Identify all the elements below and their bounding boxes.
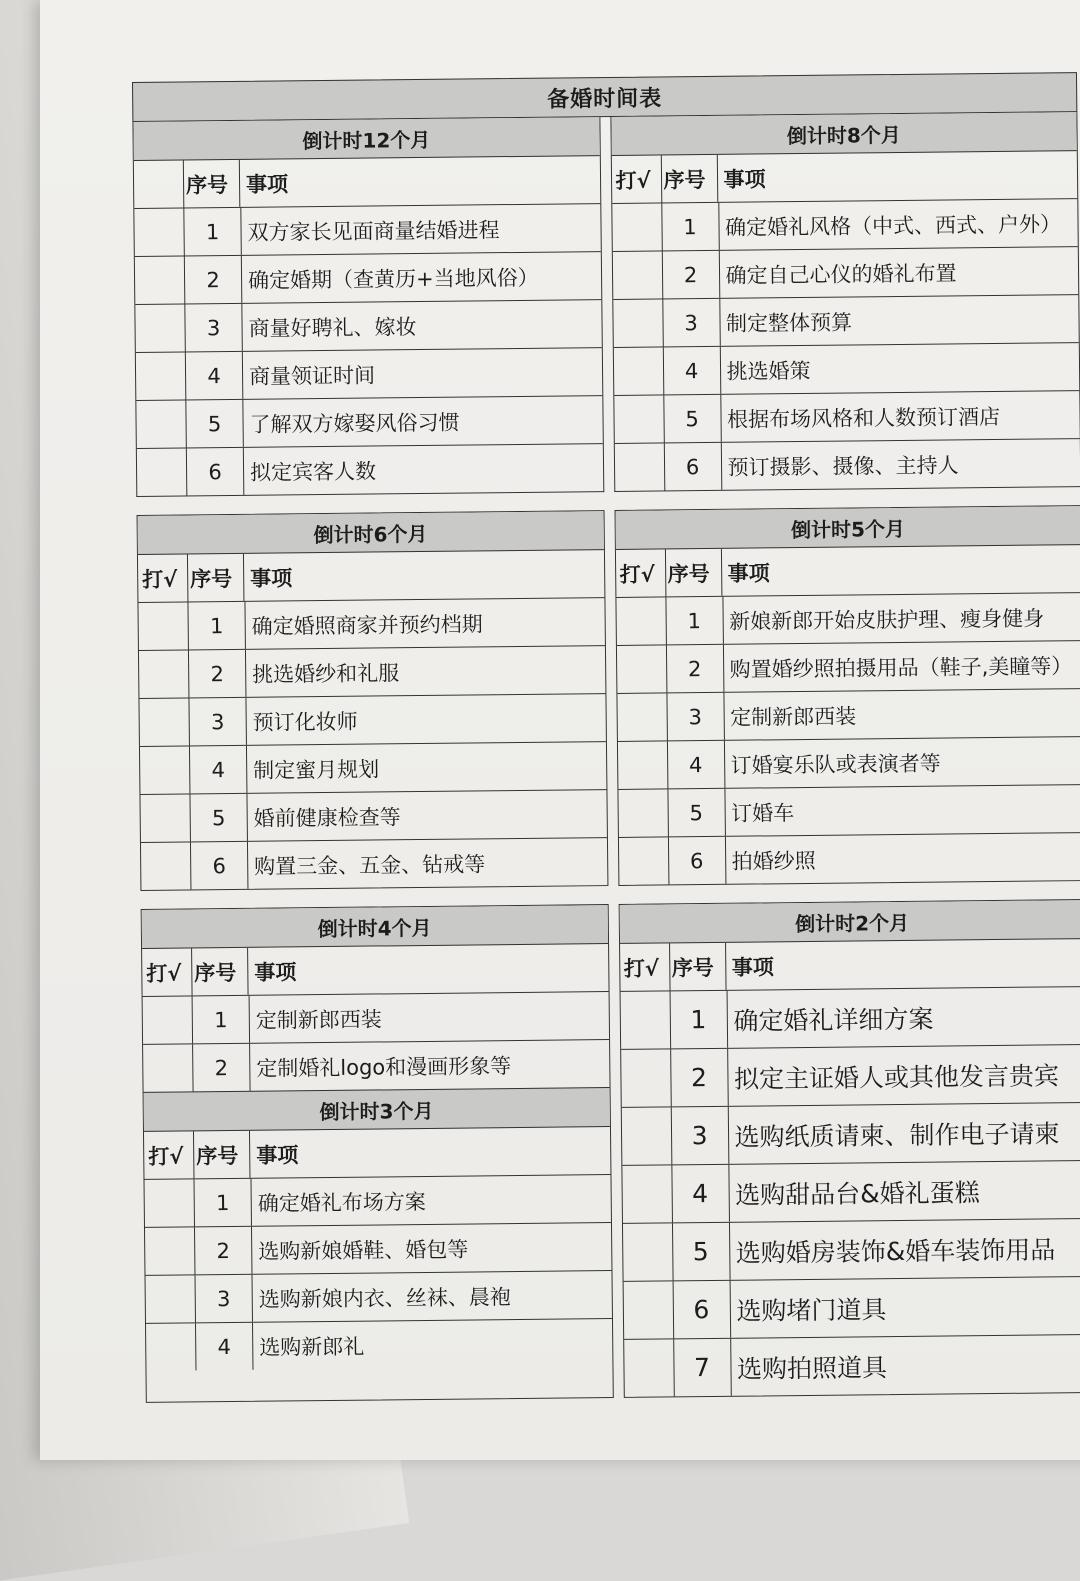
task-text: 选购堵门道具: [736, 1294, 887, 1326]
item-column-header: 事项: [727, 560, 770, 586]
row-number: 2: [666, 645, 723, 693]
check-box-cell[interactable]: [613, 299, 663, 347]
item-column-header: 事项: [254, 959, 297, 985]
table-row: [136, 396, 602, 449]
check-box-cell[interactable]: [617, 693, 667, 741]
table-row: [620, 987, 1080, 1050]
row-number: 4: [190, 746, 247, 794]
row-number: 5: [668, 789, 725, 837]
row-number: 2: [193, 1044, 250, 1092]
row-number: 6: [668, 837, 725, 885]
table-row: [621, 1045, 1080, 1108]
task-rows: [138, 598, 606, 890]
section-title: 倒计时5个月: [615, 506, 1080, 550]
number-column-header: 序号: [188, 554, 244, 602]
table-row: [623, 1277, 1080, 1340]
item-column-header: 事项: [723, 166, 766, 192]
table-row: [613, 343, 1079, 396]
table-row: [139, 646, 605, 699]
check-box-cell[interactable]: [616, 597, 666, 645]
table-row: [134, 204, 600, 257]
check-box-cell[interactable]: [622, 1165, 673, 1223]
table-row: [139, 694, 605, 747]
schedule-column-right: [610, 112, 1080, 492]
check-box-cell[interactable]: [139, 650, 189, 698]
table-row: [146, 1319, 612, 1371]
row-number: 4: [663, 347, 720, 395]
table-row: [614, 439, 1080, 491]
column-header-row: [144, 1127, 610, 1180]
task-text: 制定整体预算: [725, 309, 853, 336]
task-text: 购置三金、五金、钻戒等: [254, 851, 486, 879]
section-title: 倒计时2个月: [619, 900, 1080, 944]
task-text: 新娘新郎开始皮肤护理、瘦身健身: [729, 605, 1045, 634]
column-header-row: [142, 944, 608, 997]
row-number: 2: [671, 1049, 729, 1107]
task-text: 确定婚礼风格（中式、西式、户外）: [724, 211, 1062, 240]
task-text: 预订摄影、摄像、主持人: [727, 452, 959, 480]
check-box-cell[interactable]: [621, 1049, 672, 1107]
check-box-cell[interactable]: [140, 746, 190, 794]
check-column-header: 打√: [138, 554, 188, 602]
task-text: 挑选婚策: [726, 358, 811, 384]
row-number: 4: [196, 1323, 253, 1371]
column-header-row: [620, 939, 1080, 992]
schedule-column-right: [618, 899, 1080, 1398]
check-box-cell[interactable]: [137, 448, 187, 496]
wedding-schedule: [132, 72, 1080, 1403]
table-row: [141, 838, 607, 890]
row-number: 3: [667, 693, 724, 741]
row-number: 3: [671, 1107, 729, 1165]
row-number: 2: [662, 251, 719, 299]
check-box-cell[interactable]: [612, 251, 662, 299]
row-number: 4: [186, 352, 243, 400]
row-number: 5: [186, 400, 243, 448]
table-row: [614, 391, 1080, 444]
check-box-cell[interactable]: [146, 1323, 196, 1371]
task-rows: [612, 199, 1080, 491]
table-row: [145, 1223, 611, 1276]
table-row: [140, 742, 606, 795]
check-box-cell[interactable]: [141, 842, 191, 890]
table-row: [622, 1161, 1080, 1224]
task-text: 订婚宴乐队或表演者等: [730, 751, 941, 778]
number-column-header: 序号: [192, 948, 248, 996]
task-rows: [620, 987, 1080, 1397]
task-text: 选购新娘内衣、丝袜、晨袍: [258, 1284, 511, 1312]
task-text: 制定蜜月规划: [253, 756, 380, 783]
check-box-cell[interactable]: [616, 645, 666, 693]
number-column-header: 序号: [661, 155, 717, 203]
task-rows: [616, 593, 1080, 885]
page-title: 备婚时间表: [132, 72, 1077, 122]
task-text: 选购新郎礼: [259, 1334, 365, 1360]
paper-sheet: [40, 0, 1080, 1460]
check-column-header: 打√: [611, 155, 661, 203]
row-number: 3: [196, 1275, 253, 1323]
table-row: [140, 790, 606, 843]
column-header-row: [138, 550, 604, 603]
item-column-header: 事项: [731, 954, 774, 980]
row-number: 6: [664, 443, 721, 491]
check-box-cell[interactable]: [146, 1275, 196, 1323]
task-text: 拍婚纱照: [731, 848, 816, 874]
row-number: 3: [663, 299, 720, 347]
check-box-cell[interactable]: [620, 991, 671, 1049]
task-text: 定制婚礼logo和漫画形象等: [256, 1053, 512, 1081]
task-text: 确定婚礼详细方案: [733, 1004, 934, 1036]
task-text: 选购新娘婚鞋、婚包等: [258, 1237, 469, 1264]
row-number: 2: [189, 650, 246, 698]
row-number: 3: [189, 698, 246, 746]
check-box-cell[interactable]: [621, 1107, 672, 1165]
check-box-cell[interactable]: [623, 1281, 674, 1339]
task-text: 定制新郎西装: [255, 1006, 382, 1033]
row-number: 6: [187, 448, 244, 496]
task-text: 预订化妆师: [252, 709, 358, 735]
table-row: [135, 252, 601, 305]
check-column-header: 打√: [142, 948, 192, 996]
table-row: [144, 1175, 610, 1228]
task-text: 商量好聘礼、嫁妆: [248, 314, 417, 341]
check-column-header: 打√: [615, 549, 665, 597]
table-row: [143, 992, 609, 1045]
check-box-cell[interactable]: [136, 352, 186, 400]
check-box-cell[interactable]: [612, 203, 662, 251]
schedule-block: [141, 899, 1080, 1403]
section-title: 倒计时4个月: [142, 905, 608, 949]
table-row: [616, 641, 1080, 694]
task-text: 双方家长见面商量结婚进程: [247, 217, 500, 245]
row-number: 1: [184, 208, 241, 256]
table-row: [612, 247, 1078, 300]
table-row: [622, 1219, 1080, 1282]
row-number: 2: [195, 1227, 252, 1275]
row-number: 5: [190, 794, 247, 842]
table-row: [137, 444, 603, 496]
check-box-cell[interactable]: [143, 1044, 193, 1092]
check-box-cell[interactable]: [135, 304, 185, 352]
schedule-column-left: [137, 510, 608, 891]
task-rows: [134, 204, 602, 496]
check-box-cell[interactable]: [143, 996, 193, 1044]
check-box-cell[interactable]: [136, 400, 186, 448]
number-column-header: 序号: [184, 160, 240, 208]
schedule-block: [137, 505, 1080, 891]
number-column-header: 序号: [665, 549, 721, 597]
task-text: 选购拍照道具: [736, 1352, 888, 1384]
schedule-column-right: [614, 505, 1080, 886]
check-box-cell[interactable]: [144, 1179, 194, 1227]
row-number: 5: [664, 395, 721, 443]
table-row: [136, 348, 602, 401]
check-box-cell[interactable]: [145, 1227, 195, 1275]
number-column-header: 序号: [670, 943, 726, 991]
check-column-header: 打√: [620, 943, 670, 991]
table-row: [618, 785, 1080, 838]
row-number: 1: [662, 203, 719, 251]
number-column-header: 序号: [194, 1131, 250, 1179]
task-text: 订婚车: [731, 800, 795, 826]
check-box-cell[interactable]: [618, 789, 668, 837]
check-box-cell[interactable]: [614, 443, 664, 491]
table-row: [616, 593, 1080, 646]
task-text: 选购甜品台&婚礼蛋糕: [735, 1177, 980, 1210]
table-row: [617, 689, 1080, 742]
section-title: 倒计时12个月: [133, 117, 599, 161]
task-text: 确定婚期（查黄历+当地风俗）: [247, 265, 539, 293]
row-number: 6: [673, 1281, 731, 1339]
check-box-cell[interactable]: [134, 208, 184, 256]
task-text: 拟定宾客人数: [249, 458, 377, 485]
check-box-cell[interactable]: [618, 837, 668, 885]
row-number: 6: [191, 842, 248, 890]
column-header-row: [611, 151, 1077, 204]
table-row: [146, 1271, 612, 1324]
task-text: 根据布场风格和人数预订酒店: [726, 404, 1001, 432]
table-row: [618, 833, 1080, 885]
row-number: 1: [188, 602, 245, 650]
schedule-block: [132, 112, 1080, 497]
row-number: 4: [672, 1165, 730, 1223]
section-title: 倒计时6个月: [138, 511, 604, 555]
row-number: 1: [193, 996, 250, 1044]
table-row: [135, 300, 601, 353]
row-number: 1: [194, 1179, 251, 1227]
check-box-cell[interactable]: [624, 1339, 675, 1397]
table-row: [143, 1040, 609, 1092]
task-text: 了解双方嫁娶风俗习惯: [249, 410, 460, 437]
table-row: [612, 199, 1078, 252]
task-text: 选购纸质请柬、制作电子请柬: [734, 1118, 1060, 1152]
task-text: 商量领证时间: [248, 362, 376, 389]
table-row: [624, 1335, 1080, 1397]
task-text: 确定自己心仪的婚礼布置: [725, 260, 957, 288]
task-text: 选购婚房装饰&婚车装饰用品: [735, 1234, 1056, 1268]
schedule-column-left: [141, 904, 614, 1403]
row-number: 7: [674, 1339, 732, 1397]
task-rows: [143, 992, 609, 1092]
row-number: 5: [672, 1223, 730, 1281]
task-text: 定制新郎西装: [730, 703, 857, 730]
section-title: 倒计时8个月: [611, 112, 1077, 156]
section-title: 倒计时3个月: [144, 1087, 610, 1132]
check-box-cell[interactable]: [613, 347, 663, 395]
check-box-cell[interactable]: [622, 1223, 673, 1281]
task-text: 购置婚纱照拍摄用品（鞋子,美瞳等）: [729, 653, 1073, 682]
check-box-cell[interactable]: [140, 794, 190, 842]
check-box-cell[interactable]: [135, 256, 185, 304]
table-row: [617, 737, 1080, 790]
item-column-header: 事项: [256, 1142, 299, 1168]
check-box-cell[interactable]: [138, 602, 188, 650]
schedule-blocks: [132, 112, 1080, 1403]
row-number: 1: [666, 597, 723, 645]
task-text: 拟定主证婚人或其他发言贵宾: [733, 1060, 1060, 1094]
column-header-row: [134, 156, 600, 209]
item-column-header: 事项: [245, 171, 289, 197]
row-number: 1: [670, 991, 728, 1049]
check-box-cell[interactable]: [614, 395, 664, 443]
task-rows: [144, 1175, 611, 1371]
task-text: 确定婚礼布场方案: [257, 1189, 426, 1216]
task-text: 确定婚照商家并预约档期: [251, 611, 483, 639]
row-number: 2: [185, 256, 242, 304]
schedule-column-left: [132, 117, 603, 497]
check-box-cell[interactable]: [617, 741, 667, 789]
row-number: 3: [185, 304, 242, 352]
check-box-cell[interactable]: [139, 698, 189, 746]
item-column-header: 事项: [250, 565, 293, 591]
table-row: [613, 295, 1079, 348]
check-column-header: 打√: [144, 1131, 194, 1179]
table-row: [621, 1103, 1080, 1166]
check-column-header: [134, 160, 184, 208]
table-row: [138, 598, 604, 651]
task-text: 挑选婚纱和礼服: [252, 660, 400, 687]
column-header-row: [615, 545, 1080, 598]
task-text: 婚前健康检查等: [253, 804, 401, 831]
row-number: 4: [667, 741, 724, 789]
